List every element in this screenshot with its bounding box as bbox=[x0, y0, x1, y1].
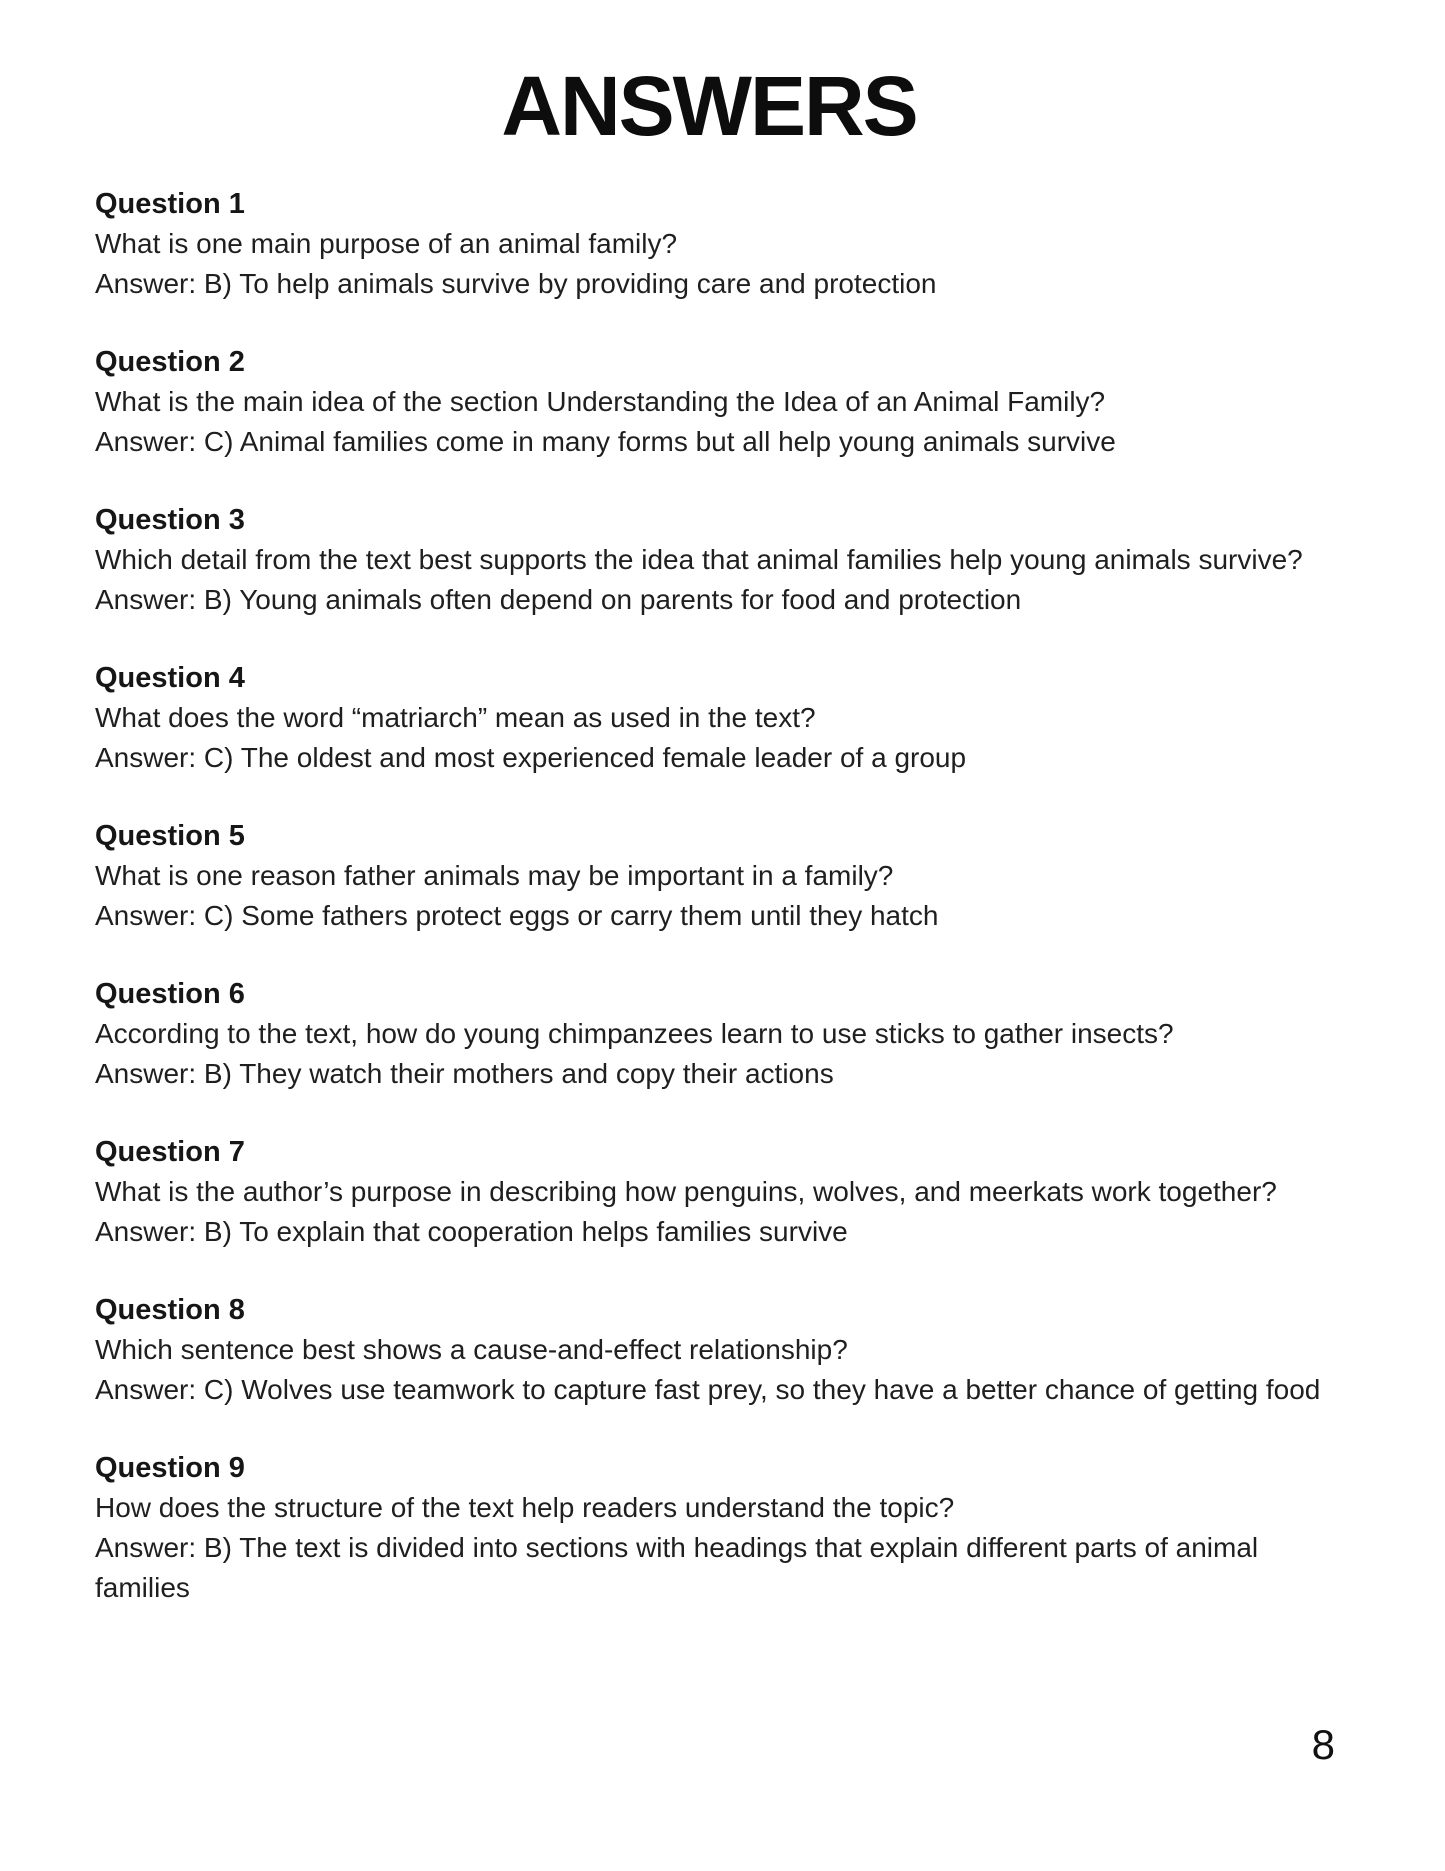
question-text: What does the word “matriarch” mean as used in the text? bbox=[95, 702, 816, 733]
answer-text: Answer: B) The text is divided into sections with headings that explain different parts of animal families bbox=[95, 1532, 1259, 1603]
answer-text: Answer: B) To help animals survive by providing care and protection bbox=[95, 268, 937, 299]
question-text: What is one main purpose of an animal family? bbox=[95, 228, 678, 259]
question-block bbox=[95, 342, 1323, 462]
question-text: What is one reason father animals may be important in a family? bbox=[95, 860, 894, 891]
question-text: According to the text, how do young chimpanzees learn to use sticks to gather insects? bbox=[95, 1018, 1174, 1049]
question-block bbox=[95, 1132, 1323, 1252]
answer-text: Answer: B) Young animals often depend on parents for food and protection bbox=[95, 584, 1022, 615]
question-block bbox=[95, 500, 1323, 620]
question-text: What is the main idea of the section Understanding the Idea of an Animal Family? bbox=[95, 386, 1106, 417]
questions-list bbox=[95, 184, 1323, 1608]
answer-text: Answer: C) Animal families come in many forms but all help young animals survive bbox=[95, 426, 1116, 457]
question-block bbox=[95, 184, 1323, 304]
page-title: ANSWERS bbox=[501, 59, 917, 153]
document-page bbox=[95, 0, 1323, 1646]
question-block bbox=[95, 816, 1323, 936]
answer-text: Answer: B) To explain that cooperation helps families survive bbox=[95, 1216, 848, 1247]
page-number: 8 bbox=[1311, 1721, 1335, 1768]
answer-text: Answer: C) The oldest and most experienced female leader of a group bbox=[95, 742, 967, 773]
answer-text: Answer: B) They watch their mothers and copy their actions bbox=[95, 1058, 834, 1089]
question-label: Question 6 bbox=[95, 978, 245, 1010]
question-text: What is the author’s purpose in describing how penguins, wolves, and meerkats work together? bbox=[95, 1176, 1277, 1207]
question-label: Question 2 bbox=[95, 346, 245, 378]
question-block bbox=[95, 974, 1323, 1094]
question-label: Question 8 bbox=[95, 1294, 245, 1326]
question-text: How does the structure of the text help readers understand the topic? bbox=[95, 1492, 955, 1523]
question-label: Question 7 bbox=[95, 1136, 245, 1168]
question-label: Question 4 bbox=[95, 662, 245, 694]
answer-text: Answer: C) Some fathers protect eggs or carry them until they hatch bbox=[95, 900, 939, 931]
question-block bbox=[95, 1448, 1323, 1608]
question-text: Which detail from the text best supports the idea that animal families help young animals survive? bbox=[95, 544, 1303, 575]
answer-text: Answer: C) Wolves use teamwork to capture fast prey, so they have a better chance of getting food bbox=[95, 1374, 1321, 1405]
question-label: Question 3 bbox=[95, 504, 245, 536]
question-label: Question 9 bbox=[95, 1452, 245, 1484]
question-block bbox=[95, 1290, 1323, 1410]
question-label: Question 5 bbox=[95, 820, 245, 852]
question-block bbox=[95, 658, 1323, 778]
question-label: Question 1 bbox=[95, 188, 245, 220]
question-text: Which sentence best shows a cause-and-effect relationship? bbox=[95, 1334, 848, 1365]
